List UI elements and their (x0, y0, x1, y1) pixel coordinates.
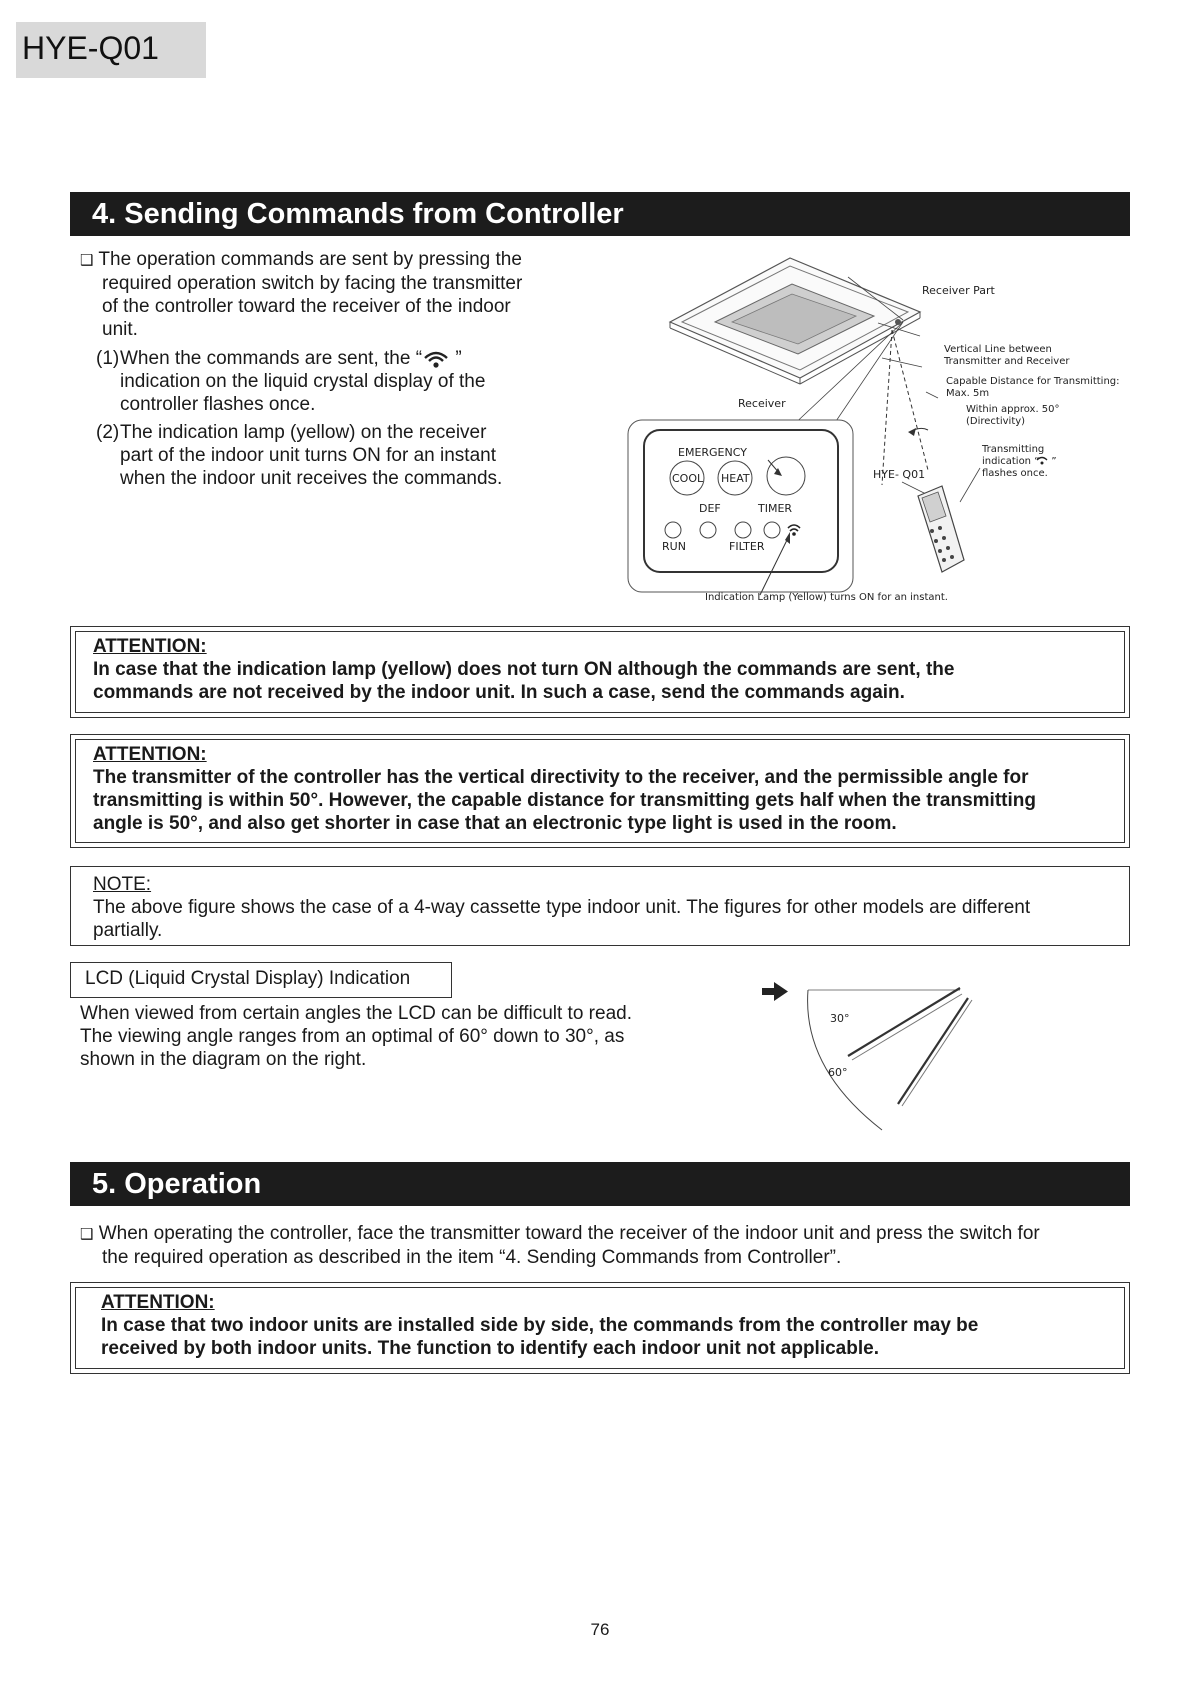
controller-model-label: HYE- Q01 (873, 468, 926, 481)
viewing-arc (808, 990, 882, 1130)
vertical-line (892, 330, 928, 470)
lcd-60-line (898, 998, 968, 1104)
lcd-line: shown in the diagram on the right. (80, 1049, 367, 1070)
section-5-text (80, 1222, 1140, 1269)
angle-30-label: 30° (830, 1012, 850, 1025)
attention-line: received by both indoor units. The function to identify each indoor unit not applicable. (101, 1338, 879, 1359)
lcd-title-box: LCD (Liquid Crystal Display) Indication (70, 962, 452, 998)
filter-label: FILTER (729, 540, 765, 553)
list-line (120, 347, 570, 370)
remote-control-diagram (620, 250, 1130, 610)
attention-line: angle is 50°, and also get shorter in case that an electronic type light is used in the room. (93, 813, 897, 834)
label-within: Within approx. 50° (966, 404, 1060, 415)
intro-line: required operation switch by facing the transmitter (102, 273, 523, 294)
filter-lamp (735, 522, 751, 538)
cool-label: COOL (672, 472, 704, 485)
def-lamp (700, 522, 716, 538)
wifi-signal-icon (422, 350, 450, 368)
checkbox-bullet-icon: ❑ (80, 252, 94, 269)
list-text: When the commands are sent, the “ (120, 348, 423, 369)
note-title: NOTE: (93, 874, 152, 895)
angle-line (882, 330, 892, 485)
attention-line: The transmitter of the controller has the vertical directivity to the receiver, and the permissible angle for (93, 767, 1029, 788)
lcd-30-line (852, 994, 962, 1060)
list-line: The indication lamp (yellow) on the receiver (120, 422, 487, 443)
label-capable-distance: Capable Distance for Transmitting: (946, 376, 1120, 387)
lcd-description (80, 1002, 700, 1071)
lamp-caption: Indication Lamp (Yellow) turns ON for an instant. (705, 592, 948, 603)
intro-line: The operation commands are sent by pressing the (98, 249, 522, 270)
list-item-1 (80, 347, 570, 416)
attention-box-2 (70, 734, 1130, 848)
operation-line: the required operation as described in the item “4. Sending Commands from Controller”. (102, 1247, 842, 1268)
note-line: The above figure shows the case of a 4-way cassette type indoor unit. The figures for other models are different (93, 897, 1031, 918)
emergency-label: EMERGENCY (678, 446, 747, 459)
run-label: RUN (662, 540, 686, 553)
intro-bullet-line (80, 248, 570, 272)
section-5-title: 5. Operation (70, 1162, 1130, 1206)
remote-controller (918, 486, 964, 572)
def-label: DEF (699, 502, 721, 515)
section-4-text (80, 248, 570, 490)
timer-lamp (764, 522, 780, 538)
intro-line: unit. (102, 319, 138, 340)
lcd-line: The viewing angle ranges from an optimal of 60° down to 30°, as (80, 1026, 625, 1047)
note-box (70, 866, 1130, 946)
attention-title: ATTENTION: (93, 744, 207, 765)
label-vertical-line: Vertical Line between (944, 344, 1052, 355)
label-transmitting: flashes once. (982, 468, 1048, 479)
list-line: part of the indoor unit turns ON for an instant (120, 445, 496, 466)
viewing-angle-diagram (760, 978, 980, 1134)
label-receiver-part: Receiver Part (922, 284, 995, 297)
model-tag: HYE-Q01 (16, 22, 206, 78)
attention-line: transmitting is within 50°. However, the capable distance for transmitting gets half when the transmitting (93, 790, 1036, 811)
attention-line: In case that the indication lamp (yellow) does not turn ON although the commands are sent, the (93, 659, 955, 680)
list-line: when the indoor unit receives the commands. (120, 468, 503, 489)
label-within: (Directivity) (966, 416, 1026, 427)
lcd-30-line (848, 988, 960, 1056)
list-text: ” (450, 348, 462, 369)
label-transmitting: Transmitting (982, 444, 1045, 455)
receiver-window (767, 457, 805, 495)
timer-label: TIMER (758, 502, 793, 515)
heat-label: HEAT (721, 472, 750, 485)
list-number: (2) (96, 422, 120, 443)
arrow-right-icon (762, 982, 788, 1001)
attention-title: ATTENTION: (93, 636, 207, 657)
label-capable-distance: Max. 5m (946, 388, 990, 399)
receiver-panel (628, 420, 853, 595)
label-receiver: Receiver (738, 397, 786, 410)
attention-box-3 (70, 1282, 1130, 1374)
attention-box-1 (70, 626, 1130, 718)
page-number: 76 (590, 1620, 610, 1639)
list-number: (1) (96, 348, 120, 369)
list-line: indication on the liquid crystal display of the (120, 371, 486, 392)
lcd-line: When viewed from certain angles the LCD can be difficult to read. (80, 1003, 632, 1024)
operation-line: When operating the controller, face the transmitter toward the receiver of the indoor unit and press the switch for (98, 1223, 1040, 1244)
attention-line: commands are not received by the indoor unit. In such a case, send the commands again. (93, 682, 905, 703)
list-line: controller flashes once. (120, 394, 316, 415)
intro-line: of the controller toward the receiver of the indoor (102, 296, 511, 317)
section-4-title: 4. Sending Commands from Controller (70, 192, 1130, 236)
checkbox-bullet-icon: ❑ (80, 1226, 94, 1243)
run-lamp (665, 522, 681, 538)
operation-bullet-line (80, 1222, 1140, 1246)
angle-60-label: 60° (828, 1066, 848, 1079)
label-transmitting: indication “ ” (982, 456, 1057, 467)
attention-title: ATTENTION: (101, 1292, 215, 1313)
cassette-indoor-unit (670, 258, 920, 384)
label-vertical-line: Transmitter and Receiver (944, 356, 1070, 367)
attention-line: In case that two indoor units are installed side by side, the commands from the controller may be (101, 1315, 979, 1336)
list-item-2 (80, 421, 570, 490)
note-line: partially. (93, 920, 163, 941)
